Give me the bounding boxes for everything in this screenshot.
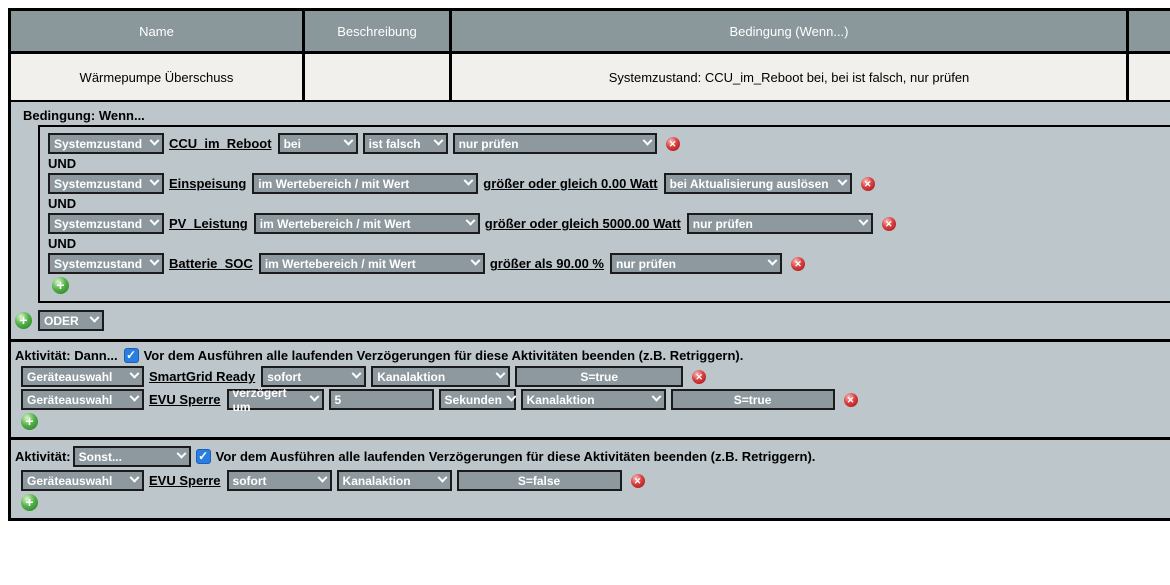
timing-select[interactable]: sofort [227, 470, 332, 491]
chevron-down-icon [176, 449, 186, 459]
column-header-description: Beschreibung [305, 11, 449, 51]
chevron-down-icon [768, 256, 778, 266]
cancel-delays-label: Vor dem Ausführen alle laufenden Verzögerungen für diese Aktivitäten beenden (z.B. Retriggern). [215, 449, 816, 464]
join-operator-label: UND [48, 196, 77, 211]
else-section-title: Aktivität: [15, 449, 71, 464]
delete-condition-icon[interactable]: ✕ [666, 137, 680, 151]
source-select[interactable]: Systemzustand [48, 133, 164, 154]
comparison-select[interactable]: ist falsch [363, 133, 448, 154]
condition-row [48, 133, 1170, 154]
device-select[interactable]: Geräteauswahl [21, 389, 144, 410]
chevron-down-icon [352, 369, 362, 379]
value-mode-select[interactable]: im Wertebereich / mit Wert [259, 253, 485, 274]
device-select[interactable]: Geräteauswahl [21, 366, 144, 387]
condition-section [11, 102, 1170, 339]
column-header-name: Name [11, 11, 302, 51]
chevron-down-icon [317, 473, 327, 483]
chevron-down-icon [150, 256, 160, 266]
chevron-down-icon [642, 136, 652, 146]
condition-group-box [38, 125, 1170, 303]
activity-row [21, 385, 1170, 414]
device-link[interactable]: EVU Sperre [149, 473, 221, 488]
program-condition-cell: Systemzustand: CCU_im_Reboot bei, bei ist falsch, nur prüfen [452, 54, 1126, 100]
source-select[interactable]: Systemzustand [48, 253, 164, 274]
chevron-down-icon [437, 473, 447, 483]
action-value-button[interactable]: S=true [515, 366, 683, 387]
source-select[interactable]: Systemzustand [48, 173, 164, 194]
action-type-select[interactable]: Kanalaktion [521, 389, 666, 410]
chevron-down-icon [433, 136, 443, 146]
chevron-down-icon [90, 313, 100, 323]
device-link[interactable]: SmartGrid Ready [149, 369, 256, 384]
source-select[interactable]: Systemzustand [48, 213, 164, 234]
delete-activity-icon[interactable]: ✕ [844, 393, 858, 407]
delay-unit-select[interactable]: Sekunden [439, 389, 516, 410]
condition-item-link[interactable]: PV_Leistung [169, 216, 248, 231]
condition-item-link[interactable]: Batterie_SOC [169, 256, 253, 271]
activity-row [21, 366, 1170, 387]
trigger-mode-select[interactable]: bei Aktualisierung auslösen [664, 173, 852, 194]
program-extra-cell [1129, 54, 1170, 100]
program-editor [8, 8, 1170, 521]
join-operator-label: UND [48, 156, 77, 171]
timing-select[interactable]: sofort [261, 366, 366, 387]
delete-condition-icon[interactable]: ✕ [791, 257, 805, 271]
then-activity-section [11, 339, 1170, 437]
condition-row [48, 213, 1170, 234]
timing-select[interactable]: verzögert um [227, 389, 324, 410]
chevron-down-icon [496, 369, 506, 379]
chevron-down-icon [130, 392, 140, 402]
action-type-select[interactable]: Kanalaktion [371, 366, 510, 387]
program-description-cell [305, 54, 449, 100]
chevron-down-icon [651, 392, 661, 402]
device-select[interactable]: Geräteauswahl [21, 470, 144, 491]
trigger-mode-select[interactable]: nur prüfen [610, 253, 782, 274]
action-value-button[interactable]: S=true [671, 389, 835, 410]
chevron-down-icon [130, 369, 140, 379]
chevron-down-icon [837, 176, 847, 186]
chevron-down-icon [150, 176, 160, 186]
device-link[interactable]: EVU Sperre [149, 392, 221, 407]
chevron-down-icon [506, 392, 516, 402]
condition-section-title: Bedingung: Wenn... [23, 108, 145, 123]
trigger-mode-select[interactable]: nur prüfen [687, 213, 873, 234]
program-name-cell: Wärmepumpe Überschuss [11, 54, 302, 100]
join-operator-label: UND [48, 236, 77, 251]
condition-row [48, 253, 1170, 274]
action-type-select[interactable]: Kanalaktion [337, 470, 452, 491]
value-mode-select[interactable]: im Wertebereich / mit Wert [252, 173, 478, 194]
delete-activity-icon[interactable]: ✕ [631, 474, 645, 488]
condition-group-operator-row [15, 310, 1170, 331]
delete-activity-icon[interactable]: ✕ [692, 370, 706, 384]
condition-value-link[interactable]: größer oder gleich 5000.00 Watt [484, 216, 681, 231]
delete-condition-icon[interactable]: ✕ [861, 177, 875, 191]
column-header-condition: Bedingung (Wenn...) [452, 11, 1126, 51]
chevron-down-icon [465, 216, 475, 226]
chevron-down-icon [470, 256, 480, 266]
then-section-title: Aktivität: Dann... [15, 348, 118, 363]
column-header-extra [1129, 11, 1170, 51]
param-select[interactable]: bei [278, 133, 358, 154]
delay-value-input[interactable]: 5 [329, 389, 434, 410]
condition-row [48, 173, 1170, 194]
cancel-delays-checkbox[interactable]: ✓ [124, 348, 139, 363]
trigger-mode-select[interactable]: nur prüfen [453, 133, 657, 154]
add-activity-icon[interactable]: + [21, 413, 38, 430]
add-condition-group-icon[interactable]: + [15, 312, 32, 329]
chevron-down-icon [150, 216, 160, 226]
delete-condition-icon[interactable]: ✕ [882, 217, 896, 231]
branch-select[interactable]: Sonst... [73, 446, 191, 467]
chevron-down-icon [309, 392, 319, 402]
chevron-down-icon [464, 176, 474, 186]
chevron-down-icon [858, 216, 868, 226]
value-mode-select[interactable]: im Wertebereich / mit Wert [254, 213, 480, 234]
condition-item-link[interactable]: CCU_im_Reboot [169, 136, 272, 151]
condition-value-link[interactable]: größer als 90.00 % [489, 256, 604, 271]
condition-value-link[interactable]: größer oder gleich 0.00 Watt [483, 176, 658, 191]
condition-item-link[interactable]: Einspeisung [169, 176, 247, 191]
activity-row [21, 470, 1170, 491]
else-activity-section [11, 437, 1170, 518]
chevron-down-icon [343, 136, 353, 146]
action-value-button[interactable]: S=false [457, 470, 622, 491]
group-operator-select[interactable]: ODER [38, 310, 104, 331]
add-activity-icon[interactable]: + [21, 494, 38, 511]
cancel-delays-label: Vor dem Ausführen alle laufenden Verzögerungen für diese Aktivitäten beenden (z.B. Retriggern). [143, 348, 744, 363]
program-summary-table [11, 11, 1170, 102]
cancel-delays-checkbox[interactable]: ✓ [196, 449, 211, 464]
chevron-down-icon [130, 473, 140, 483]
chevron-down-icon [150, 136, 160, 146]
add-condition-icon[interactable]: + [52, 277, 69, 294]
